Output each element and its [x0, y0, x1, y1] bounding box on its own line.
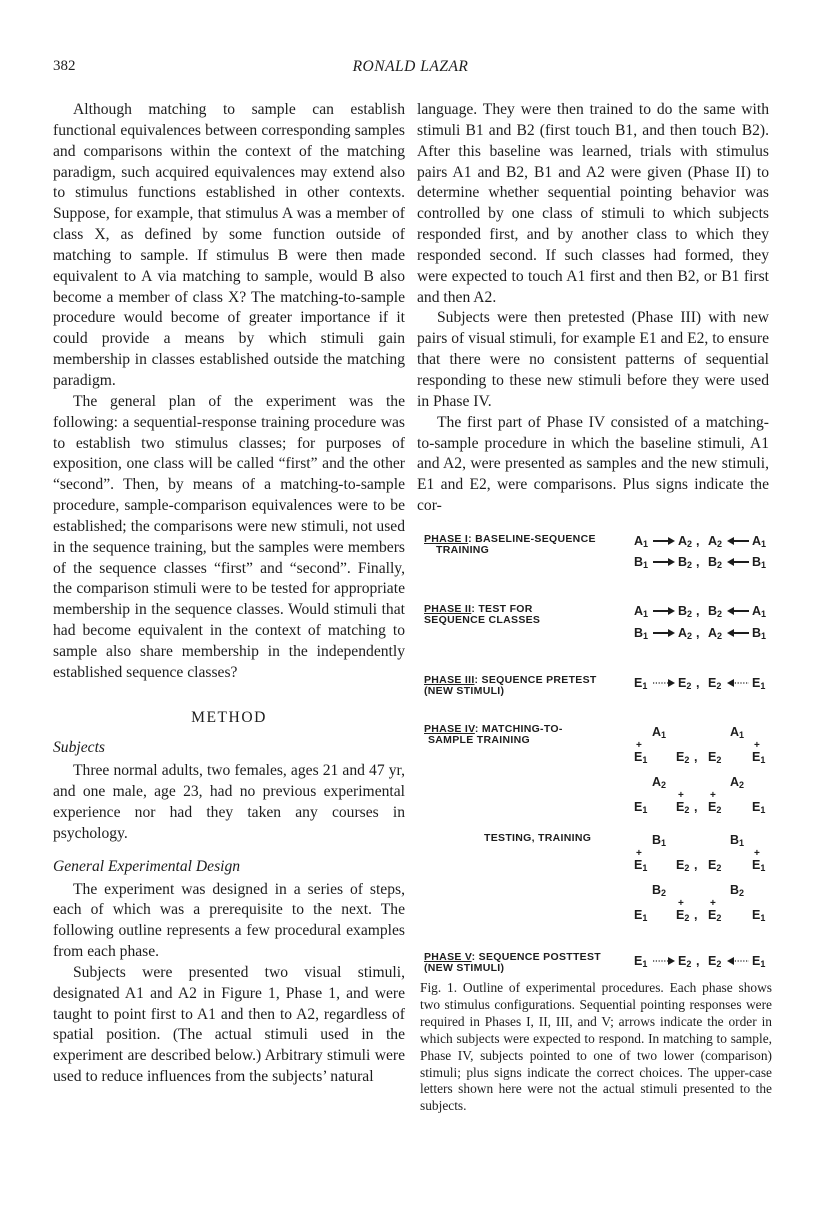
- running-title: RONALD LAZAR: [352, 58, 469, 75]
- phase4-a2-sample-right: $A_2$: [730, 775, 745, 790]
- phase2-row2-comma: ,: [696, 626, 700, 640]
- phase3-row-stimulus-3: $E_2$: [708, 676, 722, 691]
- page-number: 382: [53, 58, 76, 74]
- phase4-a1-plus-left: +: [636, 740, 642, 751]
- testing-b1-sample-right: $B_1$: [730, 833, 745, 848]
- phase3-row-arrow-2: [726, 678, 750, 688]
- phase2-label: PHASE II: TEST FOR SEQUENCE CLASSES: [424, 603, 541, 626]
- phase2-row2-stimulus-3: $A_2$: [708, 626, 723, 641]
- intro-paragraph-1: Although matching to sample can establish functional equivalences between corresponding samples and comparisons within the context of the matching paradigm, such acquired equivalences may extend also to stimulus functions established in other contexts. Suppose, for example, that stimulus A was a member of class X, as defined by some function outside of matching to sample. If stimulus B were then made equivalent to A via matching to sample, would B also become a member of class X? The matching-to-sample procedure would become of greater importance if it could provide a means by which stimuli gain membership in classes established outside the matching paradigm.: [53, 101, 405, 389]
- testing-b1-plus-left: +: [636, 848, 642, 859]
- phase1-label: PHASE I: BASELINE-SEQUENCE TRAINING: [424, 533, 596, 556]
- phase3-row-arrow-1: [652, 678, 676, 688]
- phase2-row1-stimulus-4: $A_1$: [752, 604, 767, 619]
- phase3-label: PHASE III: SEQUENCE PRETEST (NEW STIMULI): [424, 674, 597, 697]
- testing-b2-comparison-right-2: $E_1$: [752, 908, 766, 923]
- testing-b1-comparison-right-1: $E_2$: [708, 858, 722, 873]
- testing-b1-sample-left: $B_1$: [652, 833, 667, 848]
- phase1-row1-stimulus-1: $A_1$: [634, 534, 649, 549]
- figure-1: [420, 528, 772, 978]
- phase5-label: PHASE V: SEQUENCE POSTTEST (NEW STIMULI): [424, 951, 602, 974]
- phase1-row1-stimulus-3: $A_2$: [708, 534, 723, 549]
- phase1-row1-arrow-2: [726, 536, 750, 546]
- left-column: [53, 100, 405, 1088]
- right-column: [417, 100, 769, 517]
- subjects-heading: Subjects: [53, 739, 105, 757]
- right-paragraph-2: Subjects were then pretested (Phase III) with new pairs of visual stimuli, for example E1 and E2, to ensure that there were no consistent patterns of sequential responding to these new stimuli before they were used in Phase IV.: [417, 309, 769, 410]
- phase4-label: PHASE IV: MATCHING-TO- SAMPLE TRAINING: [424, 723, 563, 746]
- phase3-row-comma: ,: [696, 676, 700, 690]
- testing-b1-comparison-right-2: $E_1$: [752, 858, 766, 873]
- phase4-a1-sample-left: $A_1$: [652, 725, 667, 740]
- phase4-a1-comparison-right-1: $E_2$: [708, 750, 722, 765]
- phase4-a1-comparison-left-1: $E_1$: [634, 750, 648, 765]
- design-paragraph-1: The experiment was designed in a series of steps, each of which was a prerequisite to the next. The following outline represents a few procedural examples from each phase.: [53, 880, 405, 961]
- phase4-a2-comparison-right-1: $E_2$: [708, 800, 722, 815]
- phase2-row1-stimulus-2: $B_2$: [678, 604, 693, 619]
- phase4-a2-comma: ,: [694, 800, 698, 814]
- phase5-row-stimulus-1: $E_1$: [634, 954, 648, 969]
- phase4-a1-comma: ,: [694, 750, 698, 764]
- phase1-row2-stimulus-1: $B_1$: [634, 555, 649, 570]
- phase2-row1-comma: ,: [696, 604, 700, 618]
- phase2-row1-stimulus-3: $B_2$: [708, 604, 723, 619]
- phase3-row-stimulus-1: $E_1$: [634, 676, 648, 691]
- phase2-row1-arrow-2: [726, 606, 750, 616]
- design-heading: General Experimental Design: [53, 857, 241, 875]
- phase1-row1-stimulus-2: $A_2$: [678, 534, 693, 549]
- phase2-row2-stimulus-2: $A_2$: [678, 626, 693, 641]
- phase1-row2-stimulus-4: $B_1$: [752, 555, 767, 570]
- phase5-row-stimulus-2: $E_2$: [678, 954, 692, 969]
- phase4-a1-sample-right: $A_1$: [730, 725, 745, 740]
- figure-caption: Fig. 1. Outline of experimental procedures. Each phase shows two stimulus configurations. Sequential pointing responses were required in Phases I, II, III, and V; arrows indicate the order in which subjects were expected to respond. In matching to sample, Phase IV, subjects pointed to one of two lower (comparison) stimuli; plus signs indicate the correct choices. The upper-case letters shown here were not the actual stimuli presented to the subjects.: [420, 980, 772, 1114]
- right-paragraph-3: The first part of Phase IV consisted of a matching-to-sample procedure in which the baseline stimuli, A1 and A2, were presented as samples and the new stimuli, E1 and E2, were comparisons. Plus signs indicate the cor-: [417, 413, 769, 515]
- testing-b2-plus-left: +: [678, 898, 684, 909]
- phase2-row2-stimulus-4: $B_1$: [752, 626, 767, 641]
- phase4-a1-comparison-right-2: $E_1$: [752, 750, 766, 765]
- design-paragraph-2: Subjects were presented two visual stimuli, designated A1 and A2 in Figure 1, Phase 1, and were taught to point first to A1 and then to A2, regardless of spatial position. (The actual stimuli used in the experiment are described below.) Arbitrary stimuli were used to reduce influences from the subjects’ natural: [53, 963, 405, 1086]
- testing-b1-comparison-left-1: $E_1$: [634, 858, 648, 873]
- phase4-a2-comparison-left-2: $E_2$: [676, 800, 690, 815]
- phase5-row-arrow-1: [652, 956, 676, 966]
- phase4-a2-comparison-right-2: $E_1$: [752, 800, 766, 815]
- testing-b2-sample-left: $B_2$: [652, 883, 667, 898]
- phase1-row1-arrow-1: [652, 536, 676, 546]
- phase1-row2-arrow-1: [652, 557, 676, 567]
- testing-training-label: TESTING, TRAINING: [484, 832, 592, 844]
- testing-b2-comparison-right-1: $E_2$: [708, 908, 722, 923]
- phase4-a2-plus-left: +: [678, 790, 684, 801]
- phase4-a2-plus-right: +: [710, 790, 716, 801]
- phase4-a2-sample-left: $A_2$: [652, 775, 667, 790]
- testing-b1-comparison-left-2: $E_2$: [676, 858, 690, 873]
- phase1-row1-comma: ,: [696, 534, 700, 548]
- phase1-row2-arrow-2: [726, 557, 750, 567]
- testing-b2-comparison-left-1: $E_1$: [634, 908, 648, 923]
- intro-paragraph-2: The general plan of the experiment was the following: a sequential-response training procedure was to establish two stimulus classes; for purposes of exposition, one class will be called “first” and the other “second”. Then, by means of a matching-to-sample procedure, sample-comparison equivalences were to be established; the comparisons were new stimuli, not used in the sequence training, but the samples were members of the sequence classes “first” and “second”. Finally, the comparison stimuli were to be tested for appropriate membership in the sequence classes. Would stimuli that had become equivalent in the context of matching to sample also share membership in the independently established sequence classes?: [53, 392, 405, 681]
- testing-b2-plus-right: +: [710, 898, 716, 909]
- phase4-a1-comparison-left-2: $E_2$: [676, 750, 690, 765]
- phase3-row-stimulus-2: $E_2$: [678, 676, 692, 691]
- testing-b2-comma: ,: [694, 908, 698, 922]
- page-header: [53, 58, 768, 82]
- phase2-row2-arrow-1: [652, 628, 676, 638]
- phase5-row-stimulus-3: $E_2$: [708, 954, 722, 969]
- phase1-row2-stimulus-2: $B_2$: [678, 555, 693, 570]
- subjects-paragraph: Three normal adults, two females, ages 21 and 47 yr, and one male, age 23, had no previous experimental experience nor had they taken any courses in psychology.: [53, 762, 405, 842]
- phase2-row1-stimulus-1: $A_1$: [634, 604, 649, 619]
- phase1-row2-comma: ,: [696, 555, 700, 569]
- method-heading: METHOD: [191, 708, 267, 726]
- phase5-row-stimulus-4: $E_1$: [752, 954, 766, 969]
- phase4-a2-comparison-left-1: $E_1$: [634, 800, 648, 815]
- testing-b1-comma: ,: [694, 858, 698, 872]
- testing-b1-plus-right: +: [754, 848, 760, 859]
- testing-b2-sample-right: $B_2$: [730, 883, 745, 898]
- phase3-row-stimulus-4: $E_1$: [752, 676, 766, 691]
- phase4-a1-plus-right: +: [754, 740, 760, 751]
- phase2-row2-arrow-2: [726, 628, 750, 638]
- phase2-row1-arrow-1: [652, 606, 676, 616]
- phase1-row1-stimulus-4: $A_1$: [752, 534, 767, 549]
- phase5-row-arrow-2: [726, 956, 750, 966]
- phase2-row2-stimulus-1: $B_1$: [634, 626, 649, 641]
- phase1-row2-stimulus-3: $B_2$: [708, 555, 723, 570]
- testing-b2-comparison-left-2: $E_2$: [676, 908, 690, 923]
- right-paragraph-1: language. They were then trained to do the same with stimuli B1 and B2 (first touch B1, and then touch B2). After this baseline was learned, trials with stimulus pairs A1 and B2, B1 and A2 were given (Phase II) to determine whether sequential pointing behavior was controlled by one class of stimuli to which subjects responded first, and by another class to which they responded second. If such classes had formed, they were expected to touch A1 first and then B2, or B1 first and then A2.: [417, 101, 769, 306]
- phase5-row-comma: ,: [696, 954, 700, 968]
